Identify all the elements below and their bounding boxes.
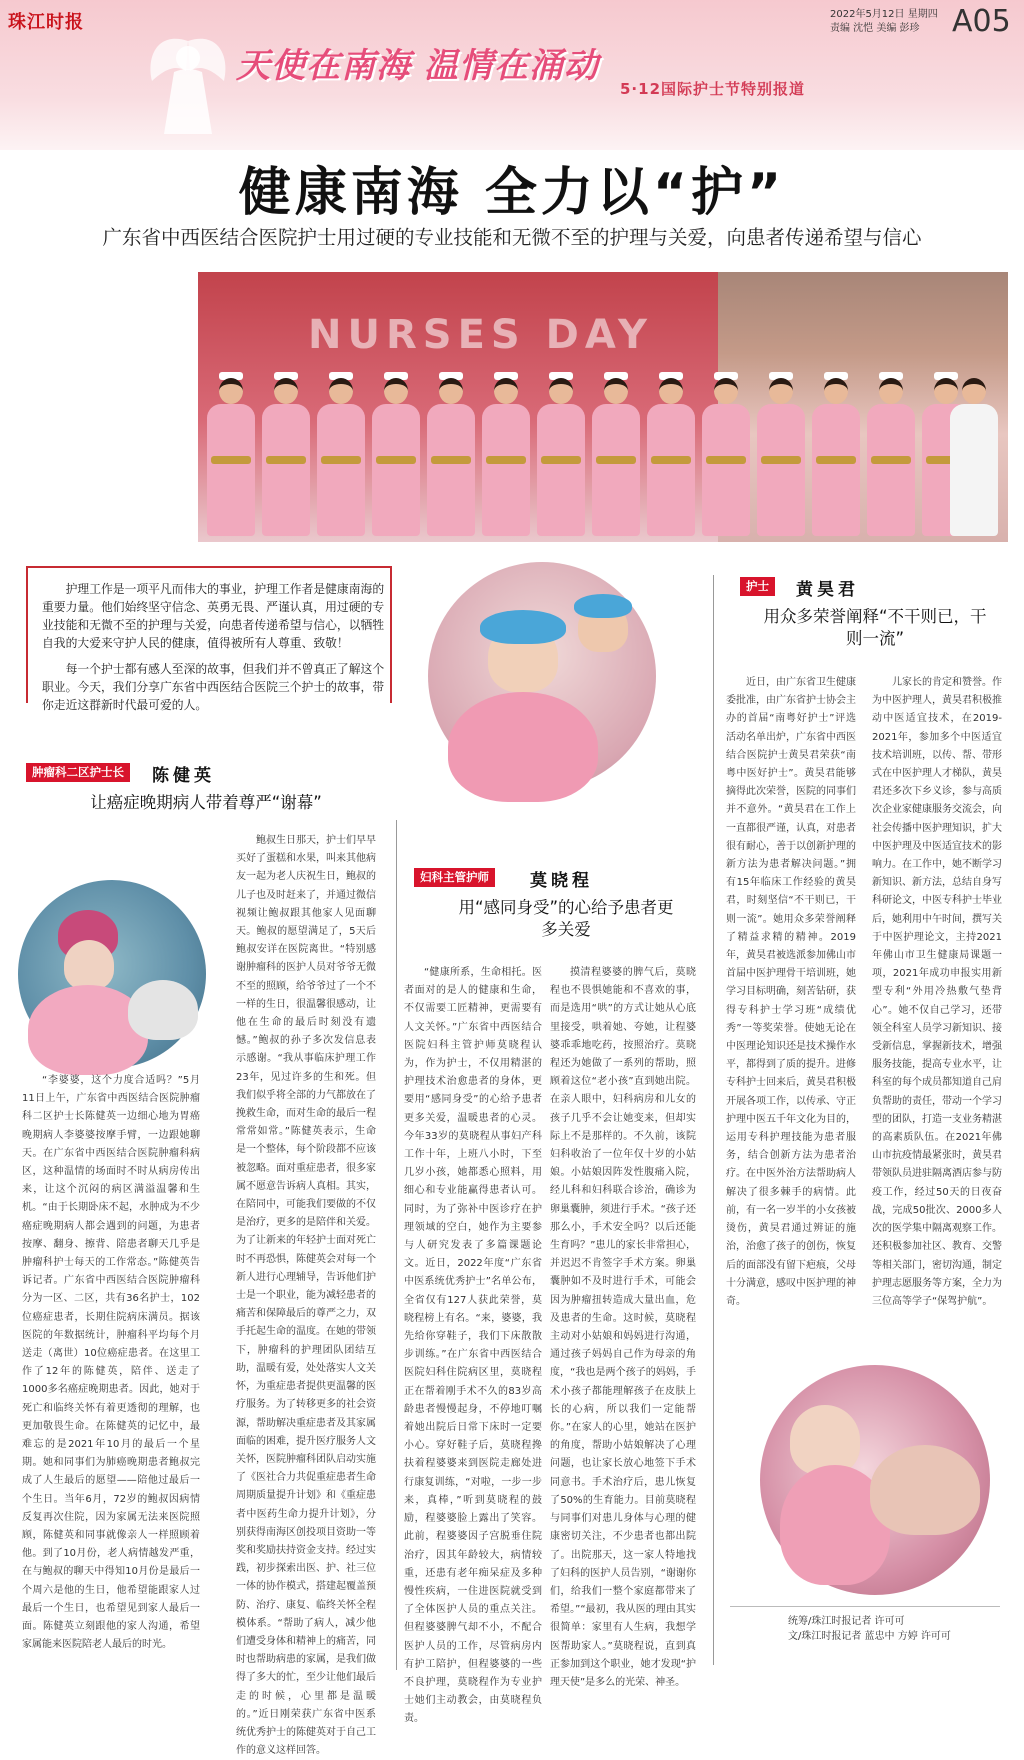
date-line: 2022年5月12日 星期四 (830, 9, 938, 20)
circle-photo-therapy (760, 1365, 990, 1595)
nurse-figure (203, 372, 259, 542)
nurse-figure (258, 372, 314, 542)
patient-face (870, 1445, 980, 1535)
section2-title: 用“感同身受”的心给予患者更多关爱 (458, 898, 674, 939)
nurse-figure (863, 372, 919, 542)
section1-column-b (236, 832, 376, 1757)
nurse-figure (698, 372, 754, 542)
section1-tag: 肿瘤科二区护士长 (26, 763, 130, 782)
section2-column-a (404, 964, 542, 1725)
section1-text-a: “李婆婆，这个力度合适吗？”5月11日上午，广东省中西医结合医院肿瘤科二区护士长陈健英一边细心地为胃癌晚期病人李婆婆按摩手臂，一边跟她聊天。在广东省中西医结合医院肿瘤科病区，这种温情的场面时不时从病房传出来，让这个沉闷的病区满溢温馨和生机。“由于长期卧床不起，水肿成为不少癌症晚期病人都会遇到的问题，为患者按摩、翻身、擦背、陪患者聊天几乎是肿瘤科护士每天的工作常态。”陈健英告诉记者。广东省中西医结合医院肿瘤科分为一区、二区，共有36名护士，102位癌症患者，长期住院病床满员。据该医院的年数据统计，肿瘤科平均每个月送走（离世）10位癌症患者。在这里工作了12年的陈健英，陪伴、送走了1000多名癌症晚期患者。因此，她对于死亡和临终关怀有着更透彻的理解，也更加敬畏生命。在陈健英的记忆中，最难忘的是2021年10月的最后一个星期。她和同事们为肺癌晚期患者鲍叔完成了人生最后的愿望——陪他过最后一个生日。当年6月，72岁的鲍叔因病情反复再次住院，因为家属无法来医院照顾，陈健英和同事就像亲人一样照顾着他。到了10月份，老人病情越发严重，在与鲍叔的聊天中得知10月份是最后一个周六是他的生日，他希望能跟家人过最后一个生日，也希望见到家人最后一面。陈健英立刻跟他的家人沟通，希望家属能来医院陪老人最后的时光。 (22, 1075, 200, 1651)
stage-text: NURSES DAY (308, 312, 653, 358)
section3-tag: 护士 (740, 577, 775, 596)
credits (788, 1614, 951, 1644)
nurse-uniform (448, 692, 598, 802)
nurse-figure (808, 372, 864, 542)
nurse-figure (368, 372, 424, 542)
section2-name: 莫晓程 (530, 871, 593, 891)
section3-text-a: 近日，由广东省卫生健康委批准，由广东省护士协会主办的首届“南粤好护士”评选活动名单出炉，广东省中西医结合医院护士黄昊君荣获“南粤中医好护士”。黄昊君能够摘得此次荣誉，医院的同事们并不意外。“黄昊君在工作上一直都很严谨，认真，对患者很有耐心，善于以创新护理的新方法为患者解决问题。”拥有15年临床工作经验的黄昊君，时刻坚信“不干则已，干则一流”。她用众多荣誉阐释了精益求精的精神。2019年，黄昊君被选派参加佛山市首届中医护理骨干培训班，她学习目标明确，刻苦钻研，获得专科护士学习班“成绩优秀”一等奖荣誉。使她无论在中医理论知识还是技术操作水平，都得到了质的提升。进修专科护士回来后，黄昊君积极开展各项工作，以传承、守正护理中医五千年文化为目的，运用专科护理技能为患者服务，结合创新方法为患者治疗。在中医外治方法帮助病人解决了很多棘手的病情。此前，有一名一岁半的小女孩被烫伤，黄昊君通过辨证的施治，治愈了孩子的创伤，恢复后的面部没有留下疤痕，父母十分满意，感叹中医护理的神奇。 (726, 677, 856, 1307)
nurse-figure (478, 372, 534, 542)
section2-column-b (550, 964, 696, 1688)
column-rule-2 (713, 575, 714, 1665)
special-report-label: 5·12国际护士节特别报道 (620, 80, 806, 98)
nurse-figure (533, 372, 589, 542)
section3-column-a (726, 674, 856, 1354)
credits-line-1: 统筹/珠江时报记者 许可可 (788, 1616, 905, 1627)
section2-text-a: “健康所系，生命相托。医者面对的是人的健康和生命，不仅需要工匠精神，更需要有人文关怀。”广东省中西医结合医院妇科主管护师莫晓程认为，作为护士，不仅用精湛的护理技术治愈患者的身体，更要用“感同身受”的心给予患者更多关爱，温暖患者的心灵。今年33岁的莫晓程从事妇产科工作十年，上班八小时，下至几岁小孩，她都悉心照料，用细心和专业能赢得患者认可。同时，为了弥补中医诊疗在护理领域的空白，她作为主要参与人研究发表了多篇课题论文。近日，2022年度“广东省中医系统优秀护士”名单公布，全省仅有127人获此荣誉，莫晓程榜上有名。“来，婆婆，我先给你穿鞋子，我们下床散散步训练。”在广东省中西医结合医院妇科住院病区里，莫晓程正在帮着刚手术不久的83岁高龄患者慢慢起身，不停地叮嘱着她出院后日常下床时一定要小心。穿好鞋子后，莫晓程搀扶着程婆婆来到医院走廊处进行康复训练，“对啦，一步一步来，真棒，”听到莫晓程的鼓励，程婆婆脸上露出了笑容。此前，程婆婆因子宫脱垂住院治疗，因其年龄较大，病情较重，还患有老年痴呆症及多种慢性疾病，一住进医院就受到了全体医护人员的重点关注。但程婆婆脾气却不小，不配合医护人员的工作，尽管病房内有护工陪护，但程婆婆的一些不良护理，莫晓程作为专业护士她们主动教会，由莫晓程负责。 (404, 967, 542, 1725)
nurse-figure (423, 372, 479, 542)
lead-box (26, 566, 390, 712)
headline: 健康南海 全力以“护” (238, 163, 786, 223)
credits-line-2: 文/珠江时报记者 蓝忠中 方婷 许可可 (788, 1631, 951, 1642)
section2-tag: 妇科主管护师 (414, 868, 495, 887)
nurse-face-4 (790, 1405, 860, 1475)
patient (128, 980, 198, 1040)
page-number: A05 (952, 4, 1011, 39)
section3-name: 黄昊君 (796, 580, 859, 600)
section3-text-b: 儿家长的肯定和赞誉。作为中医护理人，黄昊君积极推动中医适宜技术，在2019-2021年，参加多个中医适宜技术培训班，以传、帮、带形式在中医护理人才梯队，黄昊君还多次下乡义诊，参与高质次企业家健康服务交流会，向社会传播中医护理知识，扩大中医护理及中医适宜技术的影响力。在工作中，她不断学习新知识、新方法，总结自身写科研论文，中医专科护士毕业后，她利用中午时间，撰写关于中医护理论文，主持2021年佛山市卫生健康局课题一项，2021年成功申报实用新型专利“外用冷热敷气垫背心”。她不仅自己学习，还带领全科室人员学习新知识、接受新信息，掌握新技术，增强服务技能，提高专业水平，让科室的每个成员都知道自己肩负帮助的责任，带动一个学习型的团队，打造一支业务精湛的高素质队伍。在2021年佛山市抗疫情最紧张时，黄昊君带领队员进驻隔离酒店参与防疫工作，经过50天的日夜奋战，完成50批次、2000多人次的医学集中隔离观察工作。还积极参加社区、教育、交警等相关部门，密切沟通，制定护理志愿服务等方案，全力为三位高等学子“保驾护航”。 (872, 677, 1002, 1307)
masthead: 珠江时报 (8, 12, 84, 33)
section2-text-b: 摸清程婆婆的脾气后，莫晓程也不畏惧她能和不喜欢的事，而是选用“哄”的方式让她从心底里接受，哄着她、夸她，让程婆婆乖乖地吃药，按照治疗。莫晓程还为她做了一系列的帮助，照顾着这位“老小孩”直到她出院。在亲人眼中，妇科病房和儿女的孩子几乎不会让她变来，但却实际上不是那样的。不久前，该院妇科收治了一位年仅十岁的小姑娘。小姑娘因阵发性腹痛入院，经儿科和妇科联合诊治，确诊为卵巢囊肿，须进行手术。“孩子还那么小，手术安全吗？以后还能生育吗？”患儿的家长非常担心，并迟迟不肯签字手术方案。卵巢囊肿如不及时进行手术，可能会因为肿瘤扭转造成大量出血，危及患者的生命。这时候，莫晓程主动对小姑娘和妈妈进行沟通，通过孩子妈妈自己作为母亲的角度，“我也是两个孩子的妈妈，手术小孩子都能理解孩子在皮肤上长的心病，所以我们一定能帮你。”在家人的心里，她站在医护的角度，帮助小姑娘解决了心理问题，也让家长放心地签下手术同意书。手术治疗后，患儿恢复了50%的生育能力。目前莫晓程与同事们对患儿身体与心理的健康密切关注，不少患者也都出院了。出院那天，这一家人特地找了妇科的医护人员告别，“谢谢你们，给我们一整个家庭都带来了希望。”“最初，我从医的理由其实很简单：家里有人生病，我想学医帮助家人。”莫晓程说，直到真正参加到这个职业，她才发现“护理天使”是多么的光荣、神圣。 (550, 967, 696, 1688)
section1-name: 陈健英 (152, 766, 215, 786)
doctor-figure (946, 372, 1002, 542)
nurse-figure (753, 372, 809, 542)
lead-box-border (384, 566, 392, 703)
nurse-figure (643, 372, 699, 542)
nurse-figure (588, 372, 644, 542)
angel-nurse-icon (138, 26, 238, 136)
section1-column-c (214, 1158, 384, 1662)
nurse-cap (480, 610, 566, 644)
column-rule-1 (396, 820, 397, 1670)
credits-rule (730, 1606, 1000, 1607)
section3-title: 用众多荣誉阐释“不干则已，干则一流” (763, 607, 987, 648)
slogan: 天使在南海 温情在涌动 (236, 46, 599, 86)
nurse-figure (313, 372, 369, 542)
lead-paragraph-2: 每一个护士都有感人至深的故事，但我们并不曾真正了解这个职业。今天，我们分享广东省中西医结合医院三个护士的故事，带你走近这群新时代最可爱的人。 (42, 662, 385, 712)
circle-photo-patient-care (18, 880, 206, 1068)
editor-line: 责编 沈恺 美编 彭珍 (830, 23, 920, 34)
lead-paragraph-1: 护理工作是一项平凡而伟大的事业，护理工作者是健康南海的重要力量。他们始终坚守信念、英勇无畏、严谨认真，用过硬的专业技能和无微不至的护理与关爱，向患者传递希望与信心，以牺牲自我的大爱来守护人民的健康，值得被所有人尊重、致敬！ (42, 582, 385, 650)
nurse-face-3 (64, 940, 114, 990)
group-photo (198, 272, 1008, 542)
section1-text-b: 鲍叔生日那天，护士们早早买好了蛋糕和水果，叫来其他病友一起为老人庆祝生日，鲍叔的儿子也及时赶来了，并通过微信视频让鲍叔跟其他家人见面聊天。鲍叔的愿望满足了，5天后鲍叔安详在医院离世。“特别感谢肿瘤科的医护人员对爷爷无微不至的照顾，给爷爷过了一个不一样的生日，很温馨很感动，让他在生命的最后时刻没有遗憾。”鲍叔的孙子多次发信息表示感谢。“我从事临床护理工作23年，见过许多的生和死。但我们似乎将全部的力气都放在了挽救生命，而对生命的最后一程常常如常。”陈健英表示，生命是一个整体，每个阶段都不应该被忽略。面对重症患者，很多家属不愿意告诉病人真相。其实，在陪同中，可能我们要做的不仅是治疗，更多的是陪伴和关爱。为了让新来的年轻护士面对死亡时不再恐惧，陈健英会对每一个新人进行心理辅导，告诉他们护士是一个职业，能为减轻患者的痛苦和保障最后的尊严之力，双手托起生命的温度。在她的带领下，肿瘤科的护理团队团结互助，温暖有爱，处处落实人文关怀，为重症患者提供更温馨的医疗服务。为了转移更多的社会资源，帮助解决重症患者及其家属面临的困难，提升医疗服务人文关怀，医院肿瘤科团队启动实施了《医社合力共促重症患者生命周期质量提升计划》和《重症患者中医药生命力提升计划》，分别获得南海区创投项目资助一等奖和奖励扶持资金支持。经过实践，初步探索出医、护、社三位一体的协作模式，搭建起覆盖预防、治疗、康复、临终关怀全程模体系。“帮助了病人，减少他们遭受身体和精神上的痛苦，同时也帮助病患的家属，是我们做得了多大的忙，至少让他们最后走的时候，心里都是温暖的。”近日刚荣获广东省中医系统优秀护士的陈健英对于自己工作的意义这样回答。 (236, 835, 376, 1757)
section1-title: 让癌症晚期病人带着尊严“谢幕” (90, 793, 322, 812)
nurse-cap-2 (574, 594, 632, 618)
section1-column-a (22, 1072, 200, 1662)
section3-column-b (872, 674, 1002, 1354)
circle-photo-nurse-station (428, 562, 656, 790)
subheadline: 广东省中西医结合医院护士用过硬的专业技能和无微不至的护理与关爱，向患者传递希望与信心 (102, 226, 922, 249)
date-info (830, 8, 938, 36)
